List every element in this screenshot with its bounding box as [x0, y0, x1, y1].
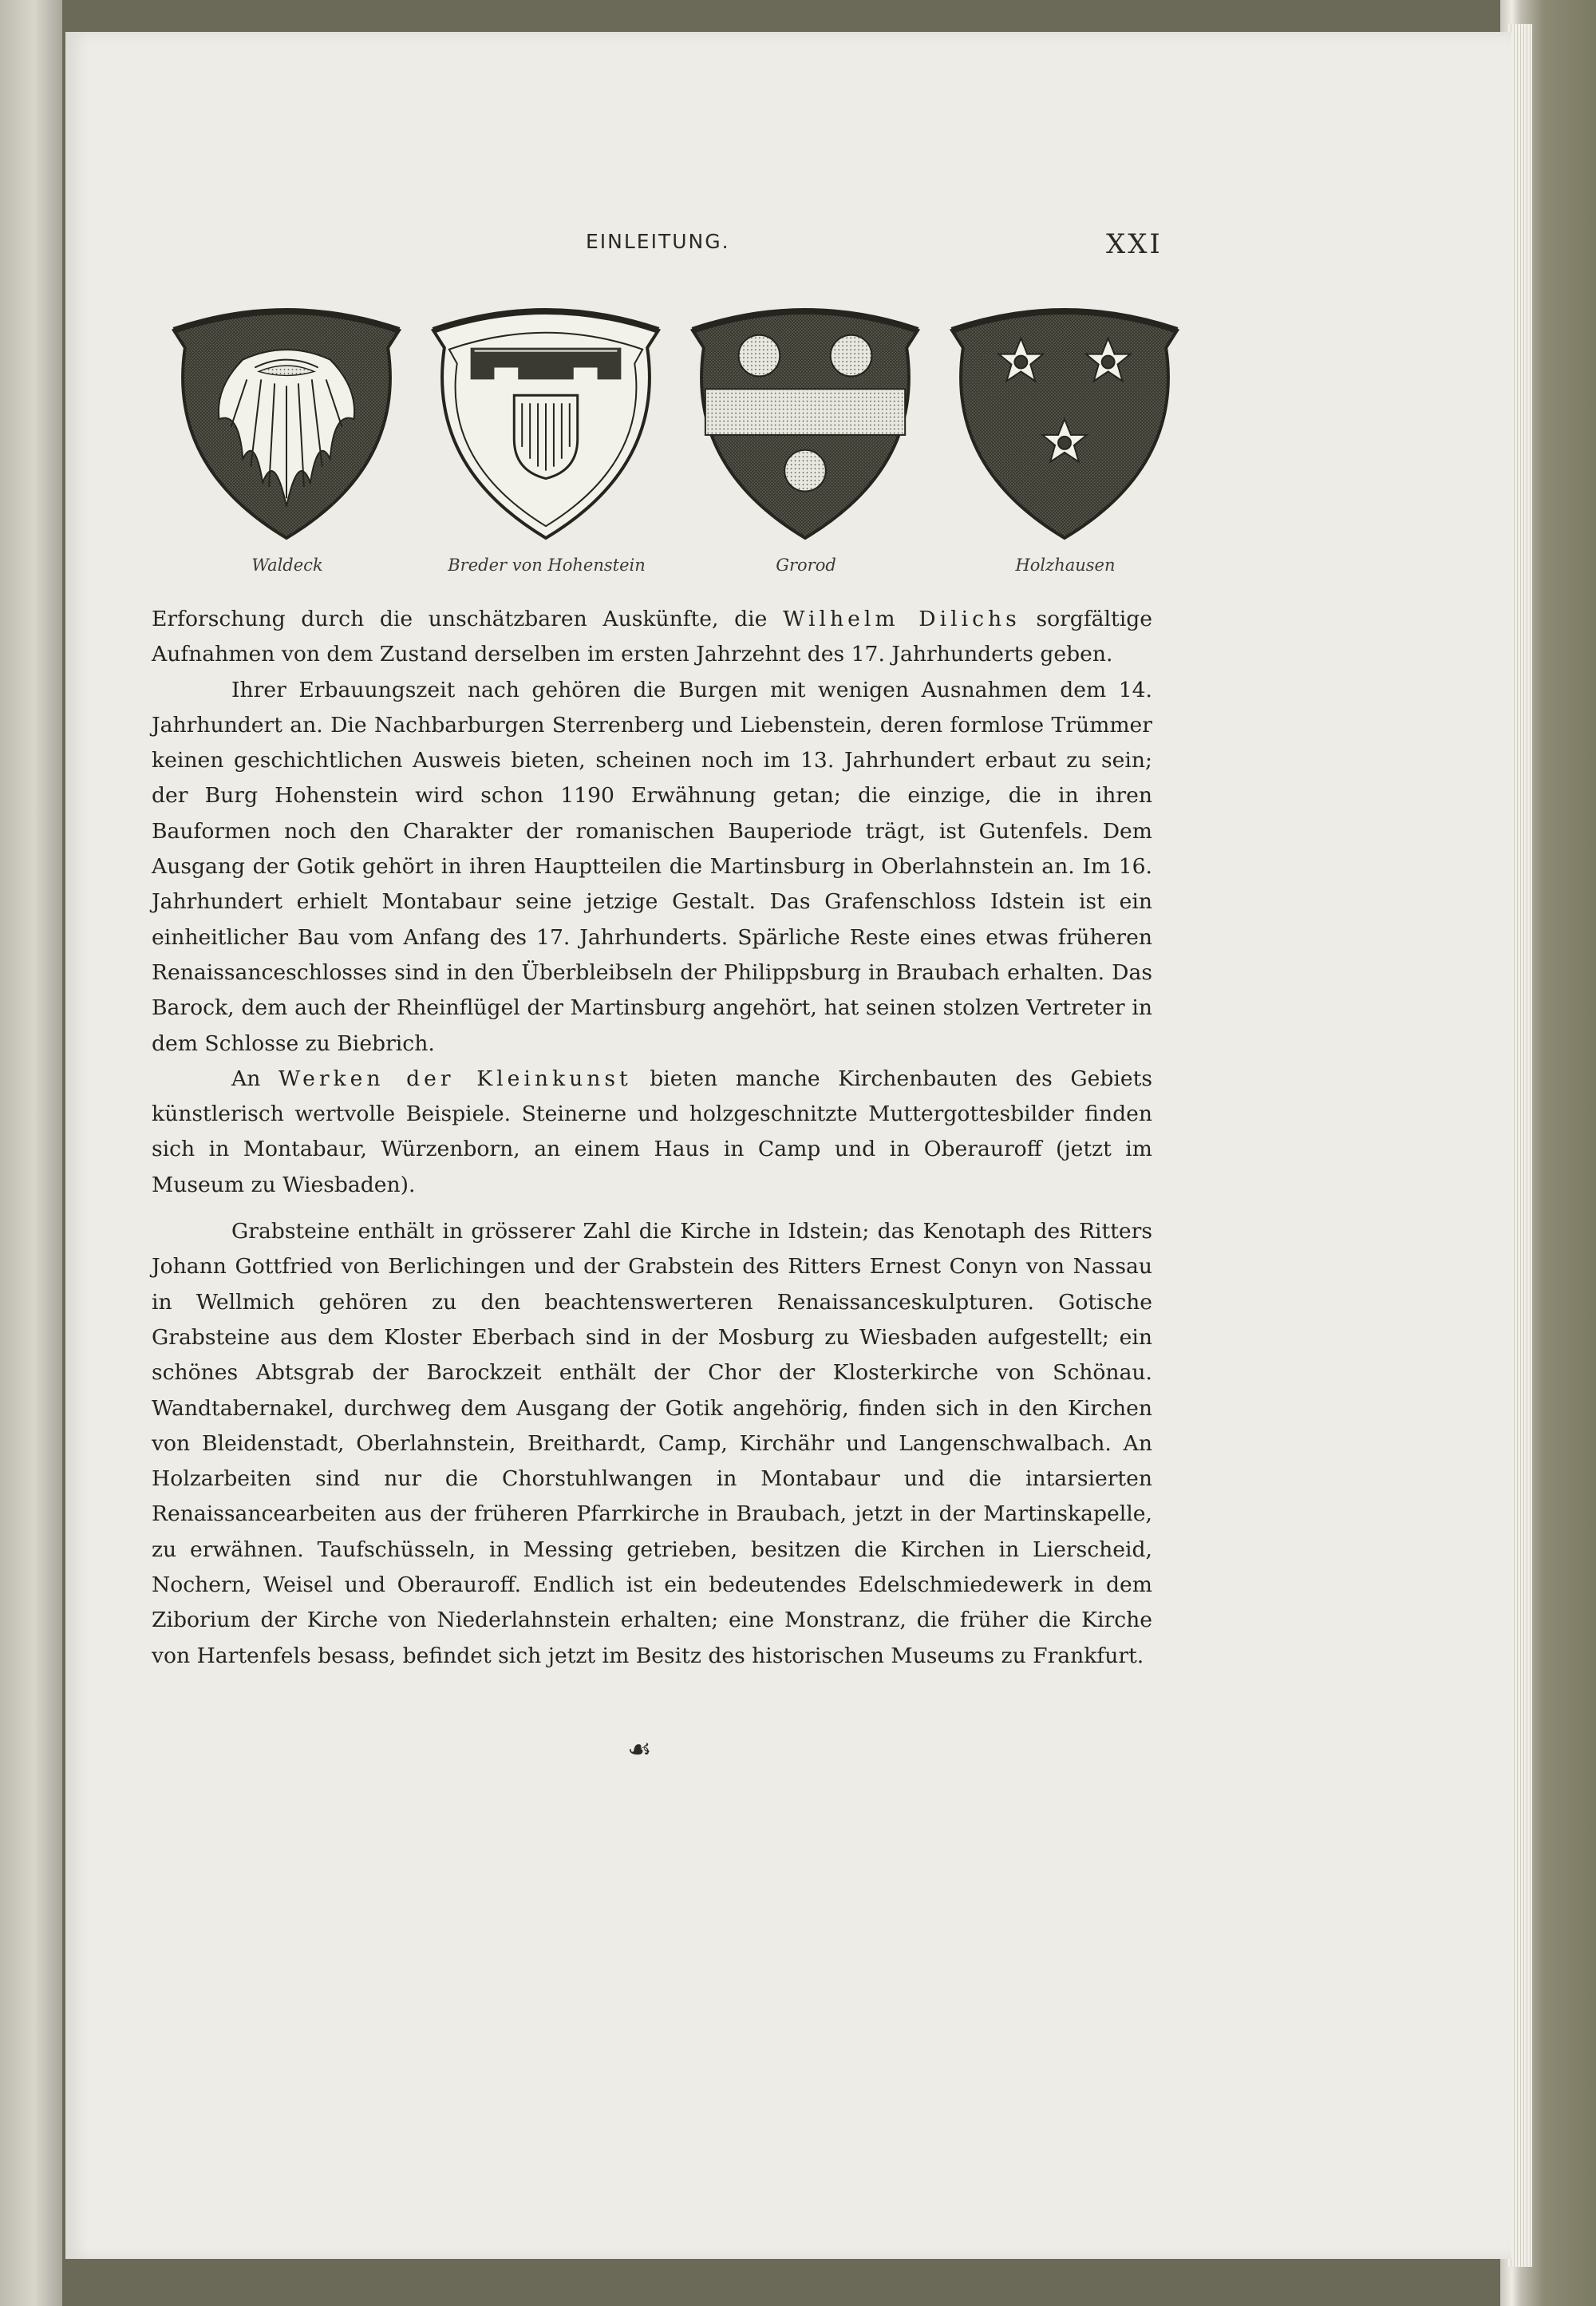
holzhausen-coat-of-arms [946, 299, 1183, 555]
left-page-edge [0, 0, 62, 2306]
page-number: XXI [1106, 228, 1163, 260]
waldeck-coat-of-arms [168, 299, 405, 555]
caption-waldeck: Waldeck [251, 556, 323, 575]
paragraph-1-text-b: sorgfältige Aufnahmen von dem Zustand derselben im ersten Jahrzehnt des 17. Jahrhunderts geben. [152, 607, 1152, 667]
end-ornament-icon: ☙ [627, 1734, 652, 1766]
paragraph-1-text-a: Erforschung durch die unschätzbaren Auskünfte, die [152, 607, 784, 631]
paragraph-2-text: Ihrer Erbauungszeit nach gehören die Burgen mit wenigen Ausnahmen dem 14. Jahrhundert an. Die Nachbarburgen Sterrenberg und Liebenstein, deren formlose Trümmer keinen geschichtlichen Ausweis bieten, scheinen noch im 13. Jahrhundert erbaut zu sein; der Burg Hohenstein wird schon 1190 Erwähnung getan; die einzige, die in ihren Bauformen noch den Charakter der romanischen Bauperiode trägt, ist Gutenfels. Dem Ausgang der Gotik gehört in ihren Hauptteilen die Martinsburg in Oberlahnstein an. Im 16. Jahrhundert erhielt Montabaur seine jetzige Gestalt. Das Grafenschloss Idstein ist ein einheitlicher Bau vom Anfang des 17. Jahrhunderts. Spärliche Reste eines etwas früheren Renaissanceschlosses sind in den Überbleibseln der Philippsburg in Braubach erhalten. Das Barock, dem auch der Rheinflügel der Martinsburg angehört, hat seinen stolzen Vertreter in dem Schlosse zu Biebrich. [152, 677, 1152, 1056]
running-header-title: EINLEITUNG. [586, 230, 730, 253]
body-text [152, 602, 1152, 1674]
page-stack-edge [1508, 24, 1532, 2267]
paragraph-4 [152, 1214, 1152, 1674]
paragraph-3 [152, 1062, 1152, 1203]
paragraph-2 [152, 673, 1152, 1062]
caption-holzhausen: Holzhausen [1015, 556, 1116, 575]
breder-von-hohenstein-coat-of-arms [427, 299, 665, 555]
paragraph-1 [152, 602, 1152, 673]
paragraph-4-text: Grabsteine enthält in grösserer Zahl die Kirche in Idstein; das Kenotaph des Ritters Johann Gottfried von Berlichingen und der Grabstein des Ritters Ernest Conyn von Nassau in Wellmich gehören zu den beachtenswerteren Renaissanceskulpturen. Gotische Grabsteine aus dem Kloster Eberbach sind in der Mosburg zu Wiesbaden aufgestellt; ein schönes Abtsgrab der Barockzeit enthält der Chor der Klosterkirche von Schönau. Wandtabernakel, durchweg dem Ausgang der Gotik angehörig, finden sich in den Kirchen von Bleidenstadt, Oberlahnstein, Breithardt, Camp, Kirchähr und Langenschwalbach. An Holzarbeiten sind nur die Chorstuhlwangen in Montabaur und die intarsierten Renaissancearbeiten aus der früheren Pfarrkirche in Braubach, jetzt in der Martinskapelle, zu erwähnen. Taufschüsseln, in Messing getrieben, besitzen die Kirchen in Lierscheid, Nochern, Weisel und Oberauroff. Endlich ist ein bedeutendes Edelschmiedewerk in dem Ziborium der Kirche von Niederlahnstein erhalten; eine Monstranz, die früher die Kirche von Hartenfels besass, befindet sich jetzt im Besitz des historischen Museums zu Frankfurt. [152, 1219, 1152, 1668]
caption-breder-von-hohenstein: Breder von Hohenstein [448, 556, 646, 575]
grorod-coat-of-arms [686, 299, 924, 555]
caption-grorod: Grorod [776, 556, 836, 575]
paragraph-1-spaced-name: Wilhelm Dilichs [783, 607, 1021, 631]
paragraph-3-spaced-term: Werken der Kleinkunst [278, 1066, 632, 1091]
paragraph-3-text-b: bieten manche Kirchenbauten des Gebiets künstlerisch wertvolle Beispiele. Steinerne und holzgeschnitzte Muttergottesbilder finden sich in Montabaur, Würzenborn, an einem Haus in Camp und in Oberauroff (jetzt im Museum zu Wiesbaden). [152, 1066, 1152, 1197]
paragraph-3-text-a: An [231, 1066, 279, 1091]
